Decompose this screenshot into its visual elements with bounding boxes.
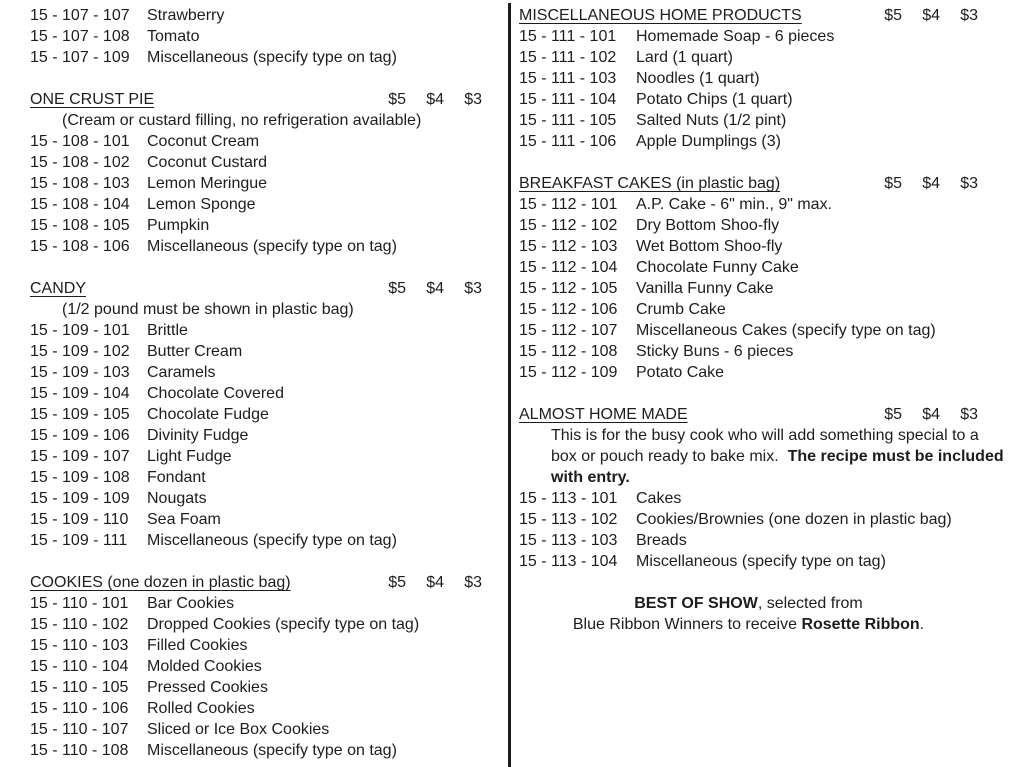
entry-row: [519, 89, 978, 110]
entry-name: Coconut Custard: [147, 154, 268, 171]
entry-code: 15 - 110 - 107: [30, 721, 129, 738]
category-section: [30, 278, 482, 551]
entry-name: Bar Cookies: [147, 595, 235, 612]
entry-name: Chocolate Covered: [147, 385, 284, 402]
entry-code: 15 - 109 - 105: [30, 406, 130, 423]
entry-name: Vanilla Funny Cake: [636, 280, 774, 297]
entry-name: Breads: [636, 532, 687, 549]
entry-row: [519, 26, 978, 47]
entry-row: [519, 110, 978, 131]
premium-amount: $5: [388, 91, 406, 108]
entry-row: [30, 5, 482, 26]
bold-text-segment: with entry.: [551, 469, 630, 486]
premium-amount: $4: [426, 574, 444, 591]
entry-code: 15 - 108 - 103: [30, 175, 130, 192]
left-column: [30, 5, 482, 761]
entry-code: 15 - 108 - 106: [30, 238, 130, 255]
entry-name: Lemon Meringue: [147, 175, 268, 192]
section-title: COOKIES (one dozen in plastic bag): [30, 574, 291, 591]
entry-row: [519, 362, 978, 383]
entry-code: 15 - 108 - 104: [30, 196, 130, 213]
entry-code: 15 - 112 - 109: [519, 364, 618, 381]
premium-amounts: [864, 404, 978, 425]
entry-name: Wet Bottom Shoo-fly: [636, 238, 783, 255]
entry-row: [30, 320, 482, 341]
entry-row: [30, 677, 482, 698]
entry-row: [519, 551, 978, 572]
premium-amount: $4: [922, 175, 940, 192]
entry-row: [519, 194, 978, 215]
entry-name: Divinity Fudge: [147, 427, 249, 444]
entry-name: Homemade Soap - 6 pieces: [636, 28, 835, 45]
entry-code: 15 - 109 - 107: [30, 448, 130, 465]
entry-name: Noodles (1 quart): [636, 70, 760, 87]
entry-row: [30, 341, 482, 362]
premium-amount: $3: [464, 280, 482, 297]
category-section: [30, 572, 482, 761]
entry-name: Potato Cake: [636, 364, 725, 381]
premium-amount: $3: [464, 574, 482, 591]
entry-name: Potato Chips (1 quart): [636, 91, 793, 108]
entry-name: Miscellaneous (specify type on tag): [147, 532, 397, 549]
entry-code: 15 - 109 - 103: [30, 364, 130, 381]
entry-code: 15 - 109 - 111: [30, 532, 128, 549]
entry-row: [30, 488, 482, 509]
entry-name: Fondant: [147, 469, 206, 486]
section-note: (Cream or custard filling, no refrigeration available): [62, 112, 422, 129]
entry-row: [30, 656, 482, 677]
entry-row: [30, 194, 482, 215]
entry-code: 15 - 111 - 105: [519, 112, 617, 129]
best-of-show-note: [519, 593, 978, 635]
entry-row: [30, 173, 482, 194]
entry-name: Salted Nuts (1/2 pint): [636, 112, 787, 129]
entry-name: Pumpkin: [147, 217, 210, 234]
premium-amounts: [368, 278, 482, 299]
entry-name: Sliced or Ice Box Cookies: [147, 721, 330, 738]
entry-name: Butter Cream: [147, 343, 243, 360]
bold-text-segment: The recipe must be included: [787, 448, 1004, 465]
entry-row: [30, 719, 482, 740]
text-segment: box or pouch ready to bake mix.: [551, 448, 788, 465]
category-section: [30, 5, 482, 68]
section-description-line: [519, 467, 978, 488]
text-segment: Blue Ribbon Winners to receive: [572, 616, 802, 633]
entry-row: [30, 152, 482, 173]
premium-amount: $4: [922, 7, 940, 24]
section-heading-row: [30, 278, 482, 299]
entry-code: 15 - 111 - 102: [519, 49, 617, 66]
premium-amount: $3: [960, 406, 978, 423]
entry-name: Miscellaneous (specify type on tag): [147, 742, 397, 759]
entry-row: [30, 635, 482, 656]
entry-code: 15 - 109 - 110: [30, 511, 129, 528]
footer-line: [519, 614, 978, 635]
premium-amounts: [864, 173, 978, 194]
entry-row: [30, 614, 482, 635]
entry-row: [30, 467, 482, 488]
entry-code: 15 - 109 - 104: [30, 385, 130, 402]
entry-row: [519, 509, 978, 530]
entry-row: [30, 131, 482, 152]
entry-name: Dropped Cookies (specify type on tag): [147, 616, 420, 633]
section-title: BREAKFAST CAKES (in plastic bag): [519, 175, 781, 192]
entry-name: Rolled Cookies: [147, 700, 255, 717]
entry-code: 15 - 108 - 102: [30, 154, 130, 171]
entry-code: 15 - 107 - 109: [30, 49, 130, 66]
entry-code: 15 - 109 - 106: [30, 427, 130, 444]
entry-row: [30, 236, 482, 257]
section-heading-row: [30, 572, 482, 593]
premium-amount: $3: [960, 175, 978, 192]
entry-code: 15 - 111 - 101: [519, 28, 617, 45]
premium-amount: $4: [426, 91, 444, 108]
entry-code: 15 - 108 - 105: [30, 217, 130, 234]
entry-name: Miscellaneous (specify type on tag): [147, 49, 397, 66]
entry-name: Tomato: [147, 28, 200, 45]
entry-code: 15 - 113 - 103: [519, 532, 618, 549]
category-section: [519, 173, 978, 383]
entry-row: [519, 488, 978, 509]
premium-amounts: [368, 572, 482, 593]
category-section: [519, 404, 1004, 572]
premium-amount: $3: [960, 7, 978, 24]
footer-line: [519, 593, 978, 614]
entry-name: Crumb Cake: [636, 301, 726, 318]
entry-code: 15 - 110 - 104: [30, 658, 129, 675]
entry-row: [519, 278, 978, 299]
premium-amount: $5: [388, 574, 406, 591]
entry-name: Nougats: [147, 490, 207, 507]
entry-code: 15 - 112 - 106: [519, 301, 618, 318]
premium-amount: $5: [884, 175, 902, 192]
entry-row: [30, 383, 482, 404]
entry-row: [519, 215, 978, 236]
section-note: (1/2 pound must be shown in plastic bag): [62, 301, 354, 318]
entry-code: 15 - 112 - 105: [519, 280, 618, 297]
entry-name: Coconut Cream: [147, 133, 260, 150]
entry-code: 15 - 113 - 102: [519, 511, 618, 528]
entry-code: 15 - 109 - 102: [30, 343, 130, 360]
entry-code: 15 - 111 - 104: [519, 91, 617, 108]
entry-code: 15 - 109 - 109: [30, 490, 130, 507]
section-title: ALMOST HOME MADE: [519, 406, 688, 423]
entry-code: 15 - 112 - 102: [519, 217, 618, 234]
entry-name: Caramels: [147, 364, 216, 381]
premium-amounts: [368, 89, 482, 110]
entry-row: [519, 299, 978, 320]
entry-row: [30, 47, 482, 68]
premium-amount: $3: [464, 91, 482, 108]
entry-name: A.P. Cake - 6" min., 9" max.: [636, 196, 833, 213]
entry-row: [30, 446, 482, 467]
entry-name: Dry Bottom Shoo-fly: [636, 217, 780, 234]
entry-code: 15 - 110 - 108: [30, 742, 129, 759]
section-description-line: [519, 446, 1004, 467]
entry-row: [30, 404, 482, 425]
bold-text-segment: BEST OF SHOW: [634, 595, 758, 612]
entry-name: Molded Cookies: [147, 658, 262, 675]
entry-name: Sea Foam: [147, 511, 221, 528]
entry-code: 15 - 107 - 108: [30, 28, 130, 45]
entry-name: Brittle: [147, 322, 188, 339]
text-segment: .: [919, 616, 925, 633]
entry-row: [30, 215, 482, 236]
entry-code: 15 - 113 - 101: [519, 490, 618, 507]
entry-row: [30, 530, 482, 551]
section-description-line: [519, 425, 978, 446]
entry-code: 15 - 110 - 106: [30, 700, 129, 717]
column-divider-rule: [508, 3, 511, 767]
entry-row: [30, 509, 482, 530]
premium-amount: $5: [388, 280, 406, 297]
entry-row: [519, 320, 978, 341]
premium-amount: $5: [884, 406, 902, 423]
entry-name: Cookies/Brownies (one dozen in plastic bag): [636, 511, 952, 528]
entry-code: 15 - 108 - 101: [30, 133, 130, 150]
premium-amount: $4: [922, 406, 940, 423]
section-heading-row: [519, 404, 978, 425]
entry-name: Miscellaneous (specify type on tag): [636, 553, 886, 570]
right-column: [519, 5, 1004, 635]
entry-code: 15 - 111 - 103: [519, 70, 617, 87]
entry-name: Sticky Buns - 6 pieces: [636, 343, 794, 360]
entry-name: Miscellaneous Cakes (specify type on tag): [636, 322, 936, 339]
bold-text-segment: Rosette Ribbon: [801, 616, 920, 633]
category-section: [30, 89, 482, 257]
entry-row: [519, 236, 978, 257]
entry-code: 15 - 110 - 102: [30, 616, 129, 633]
premium-amount: $5: [884, 7, 902, 24]
entry-row: [30, 740, 482, 761]
entry-name: Strawberry: [147, 7, 225, 24]
entry-name: Lard (1 quart): [636, 49, 733, 66]
entry-code: 15 - 110 - 103: [30, 637, 129, 654]
entry-code: 15 - 112 - 107: [519, 322, 618, 339]
entry-code: 15 - 112 - 108: [519, 343, 618, 360]
section-title: ONE CRUST PIE: [30, 91, 155, 108]
entry-name: Filled Cookies: [147, 637, 248, 654]
entry-row: [30, 362, 482, 383]
entry-code: 15 - 110 - 101: [30, 595, 129, 612]
entry-row: [519, 47, 978, 68]
entry-code: 15 - 110 - 105: [30, 679, 129, 696]
entry-row: [30, 593, 482, 614]
entry-row: [30, 698, 482, 719]
entry-row: [519, 257, 978, 278]
section-heading-row: [519, 5, 978, 26]
entry-row: [30, 425, 482, 446]
entry-row: [519, 131, 978, 152]
section-title: MISCELLANEOUS HOME PRODUCTS: [519, 7, 802, 24]
entry-code: 15 - 113 - 104: [519, 553, 618, 570]
entry-row: [519, 68, 978, 89]
entry-name: Chocolate Funny Cake: [636, 259, 799, 276]
premium-amount: $4: [426, 280, 444, 297]
entry-name: Light Fudge: [147, 448, 232, 465]
premium-amounts: [864, 5, 978, 26]
text-segment: , selected from: [757, 595, 863, 612]
entry-code: 15 - 109 - 108: [30, 469, 130, 486]
entry-row: [519, 530, 978, 551]
section-heading-row: [30, 89, 482, 110]
entry-name: Cakes: [636, 490, 682, 507]
text-segment: This is for the busy cook who will add something special to a: [551, 427, 979, 444]
section-title: CANDY: [30, 280, 87, 297]
section-heading-row: [519, 173, 978, 194]
entry-code: 15 - 112 - 103: [519, 238, 618, 255]
entry-name: Pressed Cookies: [147, 679, 268, 696]
entry-code: 15 - 111 - 106: [519, 133, 617, 150]
entry-code: 15 - 109 - 101: [30, 322, 130, 339]
entry-row: [519, 341, 978, 362]
entry-name: Lemon Sponge: [147, 196, 256, 213]
entry-code: 15 - 112 - 101: [519, 196, 618, 213]
entry-name: Miscellaneous (specify type on tag): [147, 238, 397, 255]
entry-row: [30, 26, 482, 47]
entry-name: Apple Dumplings (3): [636, 133, 781, 150]
entry-name: Chocolate Fudge: [147, 406, 269, 423]
category-section: [519, 5, 978, 152]
entry-code: 15 - 107 - 107: [30, 7, 130, 24]
entry-code: 15 - 112 - 104: [519, 259, 618, 276]
